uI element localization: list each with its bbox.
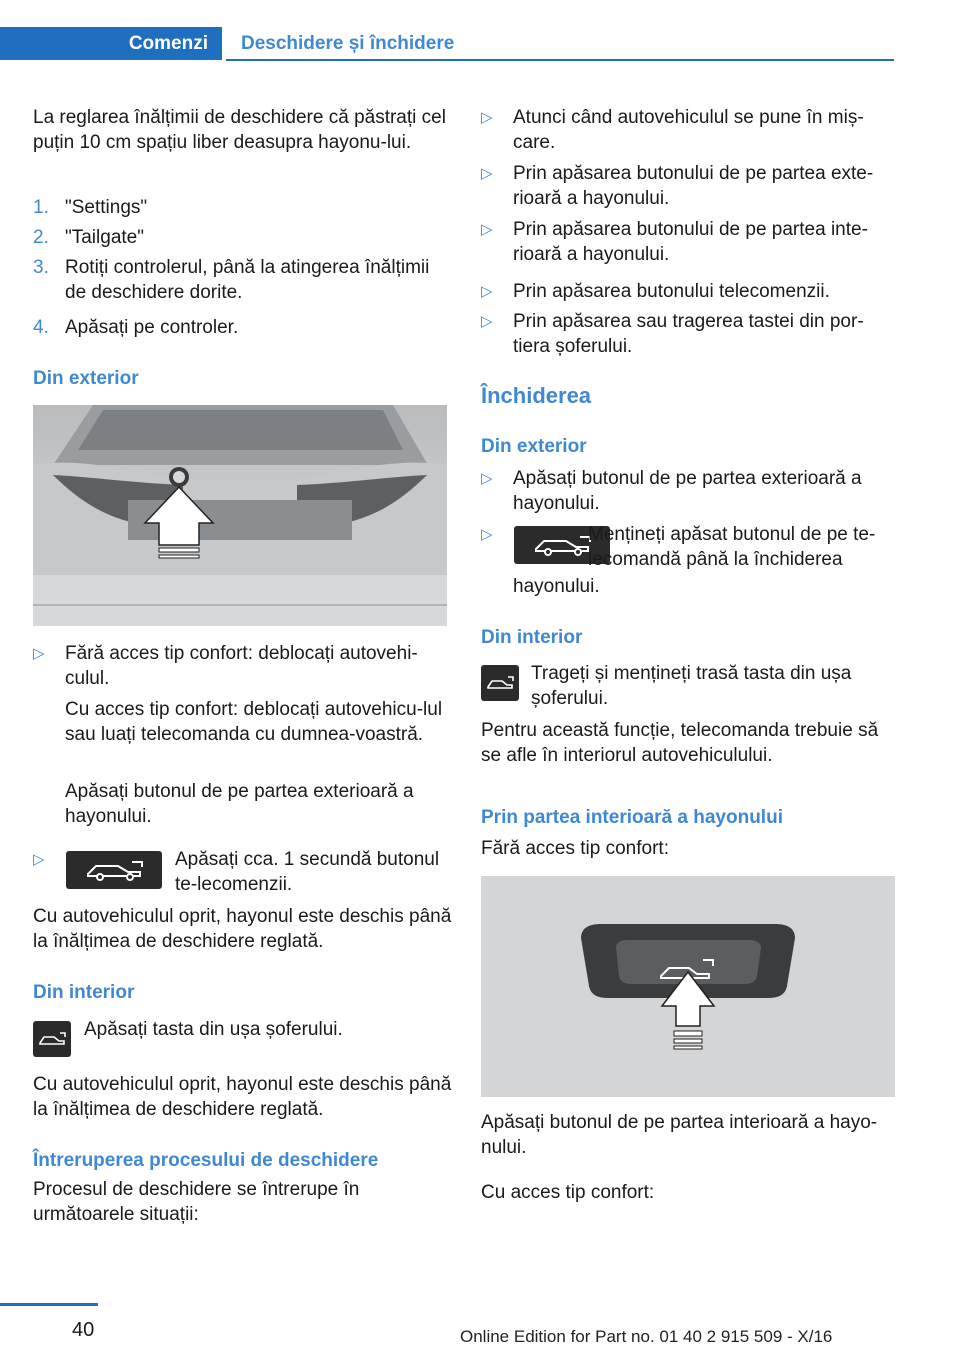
page-number: 40 xyxy=(72,1319,95,1341)
bullet-text: Prin apăsarea sau tragerea tastei din por-tiera șoferului. xyxy=(513,311,864,357)
tab-comenzi[interactable]: Comenzi xyxy=(0,27,222,60)
bullet-text: Mențineți apăsat butonul de pe te-lecomandă până la închiderea xyxy=(588,524,876,570)
paragraph: Cu autovehiculul oprit, hayonul este deschis până la înălțimea de deschidere reglată. xyxy=(33,906,452,952)
step-number: 4. xyxy=(33,317,49,338)
step-text: "Settings" xyxy=(65,197,148,218)
tailgate-remote-icon xyxy=(66,851,162,889)
step-number: 2. xyxy=(33,227,49,248)
bullet-text: Fără acces tip confort: deblocați autovehi-culul. xyxy=(65,643,418,689)
paragraph: Apăsați butonul de pe partea interioară a hayo-nului. xyxy=(481,1112,878,1158)
bullet-text: Cu acces tip confort: deblocați autovehicu-lul sau luați telecomanda cu dumnea-voastră. xyxy=(65,699,443,745)
triangle-bullet-icon: ▷ xyxy=(481,526,493,543)
paragraph: Trageți și mențineți trasă tasta din ușa șoferului. xyxy=(531,663,852,709)
paragraph: Fără acces tip confort: xyxy=(481,838,669,859)
heading-din-interior: Din interior xyxy=(481,627,583,648)
edition-text: Online Edition for Part no. 01 40 2 915 509 - X/16 xyxy=(460,1327,833,1346)
triangle-bullet-icon: ▷ xyxy=(481,165,493,182)
triangle-bullet-icon: ▷ xyxy=(481,470,493,487)
tailgate-inside-button-image xyxy=(481,876,895,1097)
paragraph: Pentru această funcție, telecomanda trebuie să se afle în interiorul autovehiculului. xyxy=(481,720,879,766)
triangle-bullet-icon: ▷ xyxy=(33,851,45,868)
step-text: Rotiți controlerul, până la atingerea înălțimii de deschidere dorite. xyxy=(65,257,430,303)
door-button-icon xyxy=(33,1021,71,1057)
triangle-bullet-icon: ▷ xyxy=(33,645,45,662)
heading-interior-tailgate: Prin partea interioară a hayonului xyxy=(481,807,783,828)
intro-paragraph: La reglarea înălțimii de deschidere că păstrați cel puțin 10 cm spațiu liber deasupra hayonu-lui. xyxy=(33,107,446,153)
bullet-text: Prin apăsarea butonului de pe partea exte-rioară a hayonului. xyxy=(513,163,874,209)
bullet-text: Apăsați butonul de pe partea exterioară a hayonului. xyxy=(513,468,862,514)
paragraph: Cu acces tip confort: xyxy=(481,1182,655,1203)
triangle-bullet-icon: ▷ xyxy=(481,283,493,300)
step-number: 1. xyxy=(33,197,49,218)
bullet-text: Apăsați butonul de pe partea exterioară a hayonului. xyxy=(65,781,414,827)
bullet-text: Atunci când autovehiculul se pune în miș-care. xyxy=(513,107,864,153)
step-text: "Tailgate" xyxy=(65,227,144,248)
triangle-bullet-icon: ▷ xyxy=(481,221,493,238)
bullet-text: Apăsați cca. 1 secundă butonul te-lecomenzii. xyxy=(175,849,440,895)
door-button-icon xyxy=(481,665,519,701)
heading-din-exterior: Din exterior xyxy=(481,436,587,457)
heading-inchiderea: Închiderea xyxy=(481,383,592,408)
paragraph: Procesul de deschidere se întrerupe în următoarele situații: xyxy=(33,1179,360,1225)
header-divider xyxy=(226,59,894,61)
heading-din-interior: Din interior xyxy=(33,982,135,1003)
step-text: Apăsați pe controler. xyxy=(65,317,239,338)
bullet-text: Prin apăsarea butonului de pe partea inte-rioară a hayonului. xyxy=(513,219,868,265)
paragraph: Cu autovehiculul oprit, hayonul este deschis până la înălțimea de deschidere reglată. xyxy=(33,1074,452,1120)
tailgate-exterior-image xyxy=(33,405,447,626)
paragraph: Apăsați tasta din ușa șoferului. xyxy=(84,1019,343,1040)
bullet-text: hayonului. xyxy=(513,576,600,597)
tab-deschidere[interactable]: Deschidere și închidere xyxy=(241,33,455,54)
bullet-text: Prin apăsarea butonului telecomenzii. xyxy=(513,281,830,302)
heading-interrupt: Întreruperea procesului de deschidere xyxy=(33,1150,379,1171)
heading-din-exterior: Din exterior xyxy=(33,368,139,389)
step-number: 3. xyxy=(33,257,49,278)
triangle-bullet-icon: ▷ xyxy=(481,109,493,126)
footer-divider xyxy=(0,1303,98,1306)
triangle-bullet-icon: ▷ xyxy=(481,313,493,330)
